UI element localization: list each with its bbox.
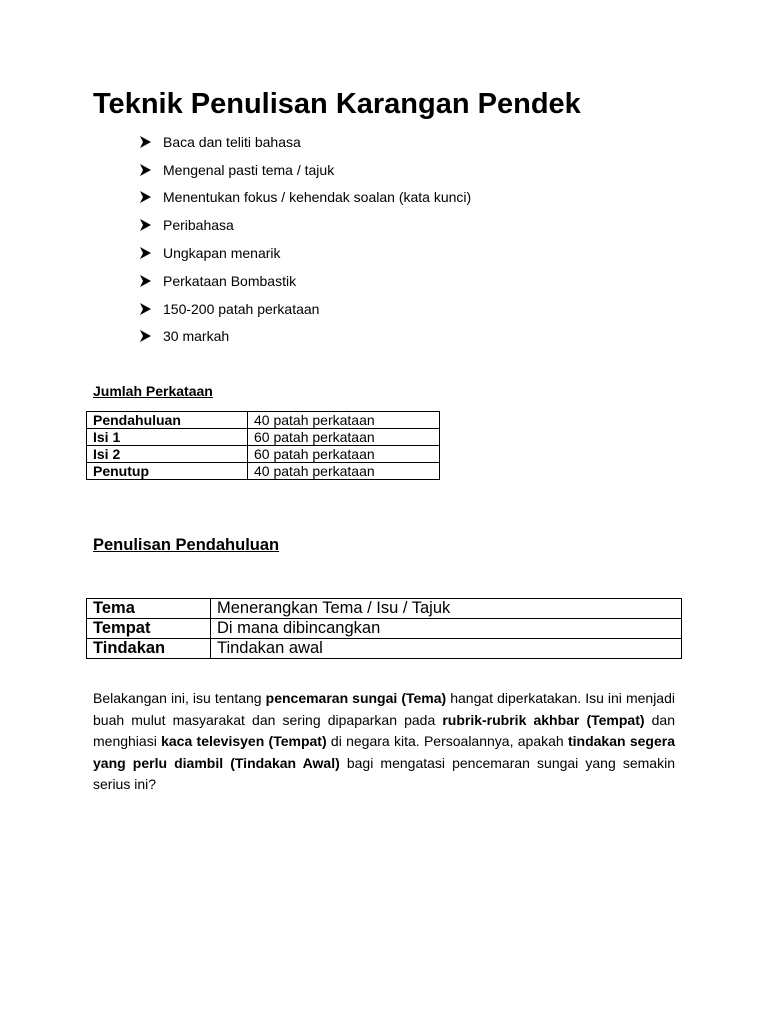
table-row — [87, 619, 682, 639]
arrow-bullet-icon — [139, 274, 163, 288]
table-cell-value: Tindakan awal — [211, 639, 682, 659]
list-item-text: 150-200 patah perkataan — [163, 300, 320, 317]
table-row — [87, 446, 440, 463]
table-cell-part: Isi 2 — [87, 446, 248, 463]
example-paragraph — [93, 688, 675, 796]
arrow-bullet-icon — [139, 190, 163, 204]
arrow-bullet-icon — [139, 246, 163, 260]
list-item — [139, 211, 471, 239]
table-cell-key: Tindakan — [87, 639, 211, 659]
paragraph-text: di negara kita. Persoalannya, apakah — [326, 733, 568, 749]
table-row — [87, 412, 440, 429]
list-item-text: Perkataan Bombastik — [163, 272, 297, 289]
paragraph-bold-text: pencemaran sungai (Tema) — [265, 690, 447, 706]
list-item — [139, 267, 471, 295]
list-item-text: Ungkapan menarik — [163, 245, 281, 262]
table-cell-part: Pendahuluan — [87, 412, 248, 429]
word-count-heading: Jumlah Perkataan — [93, 383, 213, 399]
table-row — [87, 429, 440, 446]
list-item-text: 30 markah — [163, 328, 230, 345]
page-title: Teknik Penulisan Karangan Pendek — [93, 88, 581, 120]
arrow-bullet-icon — [139, 302, 163, 316]
word-count-table — [86, 411, 440, 480]
table-cell-count: 40 patah perkataan — [248, 463, 440, 480]
paragraph-bold-text: rubrik-rubrik akhbar (Tempat) — [442, 711, 645, 728]
table-cell-value: Menerangkan Tema / Isu / Tajuk — [211, 599, 682, 619]
list-item — [139, 323, 471, 351]
list-item — [139, 128, 471, 156]
list-item-text: Menentukan fokus / kehendak soalan (kata kunci) — [163, 189, 472, 206]
table-cell-key: Tema — [87, 599, 211, 619]
table-cell-value: Di mana dibincangkan — [211, 619, 682, 639]
table-row — [87, 463, 440, 480]
list-item — [139, 184, 471, 212]
paragraph-text: bagi mengatasi pencemaran sungai yang semakin serius ini? — [93, 754, 675, 792]
table-cell-count: 40 patah perkataan — [248, 412, 440, 429]
table-cell-key: Tempat — [87, 619, 211, 639]
arrow-bullet-icon — [139, 163, 163, 177]
list-item-text: Peribahasa — [163, 217, 234, 234]
table-cell-count: 60 patah perkataan — [248, 429, 440, 446]
arrow-bullet-icon — [139, 218, 163, 232]
paragraph-text: hangat diperkatakan. Isu ini menjadi buah mulut masyarakat dan sering dipaparkan pada — [93, 690, 675, 728]
introduction-heading: Penulisan Pendahuluan — [93, 536, 280, 554]
tips-list — [139, 128, 471, 350]
table-row — [87, 639, 682, 659]
paragraph-bold-text: tindakan segera yang perlu diambil (Tindakan Awal) — [93, 733, 675, 771]
table-row — [87, 599, 682, 619]
arrow-bullet-icon — [139, 329, 163, 343]
paragraph-text: dan menghiasi — [93, 711, 676, 749]
list-item — [139, 295, 471, 323]
table-cell-part: Isi 1 — [87, 429, 248, 446]
list-item-text: Mengenal pasti tema / tajuk — [163, 161, 335, 178]
paragraph-bold-text: kaca televisyen (Tempat) — [161, 733, 327, 749]
list-item — [139, 156, 471, 184]
list-item-text: Baca dan teliti bahasa — [163, 133, 301, 150]
table-cell-part: Penutup — [87, 463, 248, 480]
list-item — [139, 239, 471, 267]
table-cell-count: 60 patah perkataan — [248, 446, 440, 463]
paragraph-text: Belakangan ini, isu tentang — [93, 690, 266, 706]
arrow-bullet-icon — [139, 135, 163, 149]
introduction-table — [86, 598, 682, 659]
